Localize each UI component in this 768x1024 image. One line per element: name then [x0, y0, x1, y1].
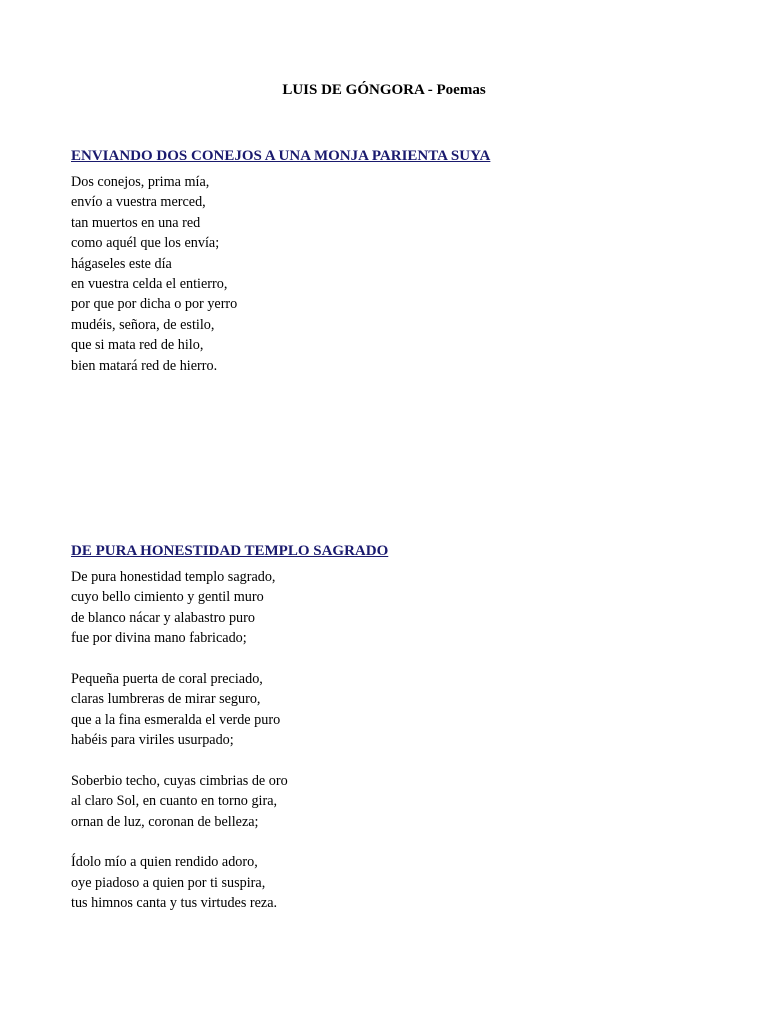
verse-line: hágaseles este día	[71, 255, 172, 272]
stanza	[71, 172, 711, 376]
verse-line: tan muertos en una red	[71, 214, 201, 231]
poem-section	[71, 541, 711, 914]
stanza	[71, 852, 711, 913]
poem-title-link[interactable]: DE PURA HONESTIDAD TEMPLO SAGRADO	[71, 543, 389, 559]
verse-line: en vuestra celda el entierro,	[71, 275, 228, 292]
verse-line: Ídolo mío a quien rendido adoro,	[71, 854, 258, 871]
verse-line: Dos conejos, prima mía,	[71, 174, 210, 190]
poem-section	[71, 146, 711, 376]
verse-line: mudéis, señora, de estilo,	[71, 316, 215, 333]
verse-line: por que por dicha o por yerro	[71, 296, 238, 313]
document-title: LUIS DE GÓNGORA - Poemas	[282, 82, 486, 98]
verse-line: de blanco nácar y alabastro puro	[71, 609, 255, 626]
stanza	[71, 771, 711, 832]
poem-title-link[interactable]: ENVIANDO DOS CONEJOS A UNA MONJA PARIENTA SUYA	[71, 148, 491, 164]
verse-line: cuyo bello cimiento y gentil muro	[71, 589, 264, 606]
verse-line: Pequeña puerta de coral preciado,	[71, 670, 263, 687]
verse-line: ornan de luz, coronan de belleza;	[71, 813, 259, 830]
verse-line: envío a vuestra merced,	[71, 194, 206, 211]
verse-line: al claro Sol, en cuanto en torno gira,	[71, 793, 278, 810]
stanza	[71, 669, 711, 751]
verse-line: De pura honestidad templo sagrado,	[71, 569, 276, 585]
verse-line: claras lumbreras de mirar seguro,	[71, 691, 261, 708]
verse-line: que a la fina esmeralda el verde puro	[71, 711, 281, 728]
verse-line: habéis para viriles usurpado;	[71, 732, 234, 749]
verse-line: oye piadoso a quien por ti suspira,	[71, 874, 266, 891]
verse-line: bien matará red de hierro.	[71, 357, 218, 374]
verse-line: Soberbio techo, cuyas cimbrias de oro	[71, 772, 288, 789]
verse-line: que si mata red de hilo,	[71, 337, 204, 354]
stanza	[71, 567, 711, 649]
verse-line: como aquél que los envía;	[71, 235, 220, 252]
verse-line: fue por divina mano fabricado;	[71, 630, 247, 647]
verse-line: tus himnos canta y tus virtudes reza.	[71, 895, 278, 912]
